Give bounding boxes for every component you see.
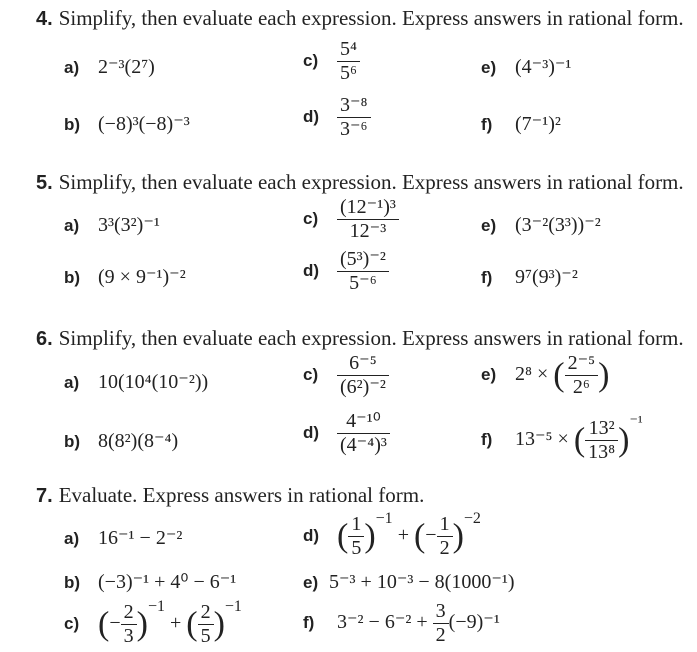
fraction: $\frac{\text{5⁴}}{\text{5⁶}}$ [337, 38, 360, 85]
item-4c: c) $\frac{\text{5⁴}}{\text{5⁶}}$ [303, 38, 360, 85]
question-4 [36, 6, 684, 31]
item-7d: d) ( $\frac{1}{5}$ )$^{-1}$ + (− $\frac{1}{2}$ )$^{-2}$ [303, 510, 481, 559]
question-5 [36, 170, 684, 195]
item-5b: b) (9 × 9⁻¹)⁻² [64, 266, 186, 288]
fraction: $\frac{\text{2⁻⁵}}{\text{2⁶}}$ [565, 352, 599, 399]
fraction: $\frac{1}{5}$ [348, 513, 364, 560]
item-5d: d) $\frac{\text{(5³)⁻²}}{\text{5⁻⁶}}$ [303, 248, 389, 295]
item-6a: a) 10(10⁴(10⁻²)) [64, 371, 209, 393]
right-paren: ) [618, 421, 630, 459]
question-6 [36, 326, 684, 351]
item-7e: e) 5⁻³ + 10⁻³ − 8(1000⁻¹) [303, 571, 515, 593]
item-7c: c) (− $\frac{2}{3}$ )$^{-1}$ + ( $\frac{2}{5}$ )$^{-1}$ [64, 598, 242, 647]
fraction: $\frac{\text{(5³)⁻²}}{\text{5⁻⁶}}$ [337, 248, 389, 295]
left-paren: ( [573, 421, 586, 459]
item-7a: a) 16⁻¹ − 2⁻² [64, 527, 183, 549]
question-number: 6. [36, 328, 53, 350]
question-text: Simplify, then evaluate each expression. Express answers in rational form. [58, 6, 684, 30]
item-5f: f) 9⁷(9³)⁻² [481, 266, 578, 288]
item-4e: e) (4⁻³)⁻¹ [481, 56, 572, 78]
question-number: 7. [36, 485, 53, 507]
fraction: $\frac{2}{5}$ [198, 601, 214, 648]
left-paren: ( [553, 356, 565, 394]
item-4f: f) (7⁻¹)² [481, 113, 561, 135]
item-4d: d) $\frac{\text{3⁻⁸}}{\text{3⁻⁶}}$ [303, 94, 371, 141]
item-6d: d) $\frac{\text{4⁻¹⁰}}{\text{(4⁻⁴)³}}$ [303, 410, 390, 457]
fraction: $\frac{2}{3}$ [121, 601, 137, 648]
question-text: Evaluate. Express answers in rational form. [58, 483, 425, 507]
item-4a: a) 2⁻³(2⁷) [64, 56, 155, 78]
item-7f: f) 3⁻² − 6⁻² + $\frac{3}{2}$ (−9)⁻¹ [303, 600, 500, 646]
question-7 [36, 483, 424, 508]
item-5a: a) 3³(3²)⁻¹ [64, 214, 160, 236]
item-7b: b) (−3)⁻¹ + 4⁰ − 6⁻¹ [64, 571, 237, 593]
item-6c: c) $\frac{\text{6⁻⁵}}{\text{(6²)⁻²}}$ [303, 352, 389, 399]
question-number: 5. [36, 172, 53, 194]
fraction: $\frac{3}{2}$ [433, 600, 449, 647]
fraction: $\frac{\text{6⁻⁵}}{\text{(6²)⁻²}}$ [337, 352, 389, 399]
item-6f: f) 13⁻⁵ × ( $\frac{\text{13²}}{\text{13⁸}}$ )$^{^{-1}}$ [481, 414, 643, 463]
fraction: $\frac{\text{(12⁻¹)³}}{\text{12⁻³}}$ [337, 196, 399, 243]
item-5e: e) (3⁻²(3³))⁻² [481, 214, 601, 236]
fraction: $\frac{\text{3⁻⁸}}{\text{3⁻⁶}}$ [337, 94, 371, 141]
fraction: $\frac{\text{4⁻¹⁰}}{\text{(4⁻⁴)³}}$ [337, 410, 390, 457]
right-paren: ) [598, 356, 610, 394]
question-text: Simplify, then evaluate each expression. Express answers in rational form. [58, 326, 684, 350]
question-text: Simplify, then evaluate each expression. Express answers in rational form. [58, 170, 684, 194]
fraction: $\frac{1}{2}$ [437, 513, 453, 560]
item-6b: b) 8(8²)(8⁻⁴) [64, 430, 179, 452]
fraction: $\frac{\text{13²}}{\text{13⁸}}$ [585, 417, 618, 464]
item-4b: b) (−8)³(−8)⁻³ [64, 113, 190, 135]
item-6e: e) 2⁸ × ( $\frac{\text{2⁻⁵}}{\text{2⁶}}$ ) [481, 352, 610, 398]
item-5c: c) $\frac{\text{(12⁻¹)³}}{\text{12⁻³}}$ [303, 196, 399, 243]
question-number: 4. [36, 8, 53, 30]
